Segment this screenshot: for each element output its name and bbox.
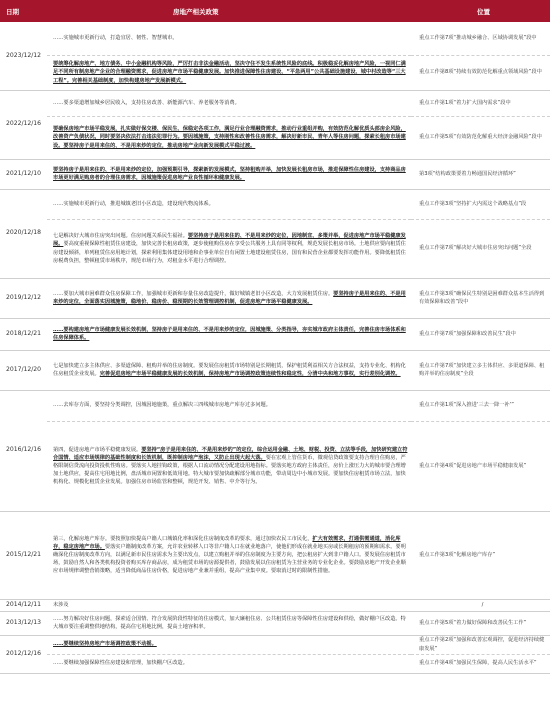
policy-text — [47, 189, 411, 219]
row-date: 2017/12/20 — [0, 350, 47, 390]
row-date: 2015/12/21 — [0, 511, 47, 599]
row-date: 2019/12/12 — [0, 278, 47, 318]
policy-emphasis: 完善促进房地产市场平稳健康发展的长效机制，保持房地产市场调控政策连续性和稳定性，分清中央和地方事权，实行差别化调控。 — [99, 371, 401, 377]
position-text: 重点工作第7项“加强保障和改善民生”段中 — [411, 318, 550, 350]
policy-segment: ……去库存方面，要坚持分类调控，因城因地施策，重点解决三四线城市房地产库存过多问题。 — [53, 402, 271, 409]
header-position: 位置 — [411, 0, 550, 22]
position-text: 重点工作第7项“解决好大城市住房突出问题”全段 — [411, 219, 550, 278]
row-date: 2023/12/12 — [0, 22, 47, 90]
policy-emphasis: 要坚持房子是用来住的、不是用来炒的定位，全面落实因城施策，稳地价、稳房价、稳预期的长效管理调控机制，促进房地产市场平稳健康发展。 — [53, 290, 406, 305]
position-text: 重点工作第4项“加强民生保障，提高人民生活水平” — [411, 654, 550, 673]
policy-text — [47, 278, 411, 318]
policy-text — [47, 116, 411, 159]
policy-segment: 七是解决好大城市住房突出问题。住房问题关系民生福祉。 — [53, 233, 188, 240]
table-row — [0, 611, 550, 635]
policy-text — [47, 599, 411, 611]
table-row — [0, 219, 550, 278]
row-date: 2013/12/13 — [0, 611, 47, 635]
table-row — [0, 278, 550, 318]
policy-text — [47, 611, 411, 635]
policy-emphasis: 要统筹化解房地产、地方债务、中小金融机构等风险，严厉打击非法金融活动，坚决守住不发生系统性风险的底线。积极稳妥化解房地产风险，一视同仁满足不同所有制房地产企业的合理融资需求，促进房地产市场平稳健康发展。加快推进保障性住房建设、“平急两用”公共基础设施建设、城中村改造等“三大工程”。完善相关基础制度，加快构建房地产发展新模式。 — [53, 61, 406, 84]
policy-text — [47, 90, 411, 116]
policy-text — [47, 350, 411, 390]
position-text: 重点工作第7项“推动城乡融合、区域协调发展”段中 — [411, 22, 550, 55]
table-row — [0, 350, 550, 390]
row-date: 2020/12/18 — [0, 189, 47, 278]
position-text: 第3项“结构政策要着力畅通国民经济循环” — [411, 159, 550, 189]
position-text: 重点工作第5项“着力做好保障和改善民生工作” — [411, 611, 550, 635]
table-row — [0, 159, 550, 189]
policy-text — [47, 318, 411, 350]
position-text: 重点工作第5项“有效防范化解重大经济金融风险”段中 — [411, 116, 550, 159]
row-date: 2021/12/10 — [0, 159, 47, 189]
policy-emphasis: 要坚持“房子是用来住的、不是用来炒的”的定位，综合运用金融、土地、财税、投资、立法等手段，加快研究建立符合国情、适应市场规律的基础性制度和长效机制，既抑制房地产泡沫，又防止出现大起大落。 — [53, 446, 408, 461]
table-row — [0, 90, 550, 116]
policy-segment: 要在宏观上管住货币，微观信贷政策要支持合理自住购房，严格限制信贷流向投资投机性购房。要落实人地挂钩政策，根据人口流动情况分配建设用地指标。要落实地方政府主体责任，房价上涨压力大的城市要合理增加土地供应，提高住宅用地比例，盘活城市闲置和低效用地。特大城市要加快疏解部分城市功能，带动周边中小城市发展。要加快住房租赁市场立法，加快机构化、规模化租赁企业发展。加强住房市场监管和整顿，规范开发、销售、中介等行为。 — [53, 454, 406, 486]
position-text: 重点工作第3项“化解房地产库存” — [411, 511, 550, 599]
policy-text — [47, 390, 411, 421]
policy-segment: 未涉及 — [53, 601, 69, 608]
table-row — [0, 390, 550, 421]
policy-segment: 要高度重视保障性租赁住房建设，加快完善长租房政策，逐步使租购住房在享受公共服务上具有同等权利，规范发展长租房市场。土地供应要向租赁住房建设倾斜，单列租赁住房用地计划，探索利用集体建设用地和企事业单位自有闲置土地建设租赁住房，国有和民营企业都要发挥功能作用。要降低租赁住房税费负担，整顿租赁市场秩序，规范市场行为，对租金水平进行合理调控。 — [53, 241, 406, 264]
table-header — [0, 0, 550, 22]
header-date: 日期 — [0, 0, 47, 22]
table-row — [0, 511, 550, 599]
table-row — [0, 116, 550, 159]
position-text: 重点工作第4项“促进房地产市场平稳健康发展” — [411, 421, 550, 511]
position-text: 重点工作第7项“加快建立多主体供应、多渠道保障、租购并举的住房制度”全段 — [411, 350, 550, 390]
header-policy: 房地产相关政策 — [47, 0, 411, 22]
policy-segment: ……要多渠道增加城乡居民收入，支持住房改善、新能源汽车、养老服务等消费。 — [53, 99, 240, 106]
row-date: 2014/12/11 — [0, 599, 47, 611]
policy-segment: 七是加快建立多主体供应、多渠道保障、租购并举的住房制度。要发展住房租赁市场特别是长期租赁，保护租赁利益相关方合法权益，支持专业化、机构化住房租赁企业发展。 — [53, 362, 406, 377]
table-row — [0, 654, 550, 673]
policy-segment: ……要加大城市困难群众住房保障工作，加强城市更新和存量住房改造提升，做好城镇老旧小区改造，大力发展租赁住房。 — [53, 290, 334, 297]
policy-segment: 第四，促进房地产市场平稳健康发展。 — [53, 446, 142, 453]
policy-emphasis: 要坚持房子是用来住的、不是用来炒的定位，加强预期引导，探索新的发展模式，坚持租购并举，加快发展长租房市场，推进保障性住房建设，支持商品房市场更好满足购房者的合理住房需求，因城施策促进房地产业良性循环和健康发展。 — [53, 166, 406, 181]
policy-segment: 第三，化解房地产库存。要按照加快提高户籍人口城镇化率和深化住房制度改革的要求，通过加快农民工市民化， — [53, 535, 313, 542]
policy-emphasis: 要确保房地产市场平稳发展，扎实做好保交楼、保民生、保稳定各项工作，满足行业合理融资需求，推动行业重组并购，有效防范化解优质头部房企风险，改善资产负债状况，同时要坚决依法打击违法犯罪行为。要因城施策，支持刚性和改善性住房需求，解决好新市民、青年人等住房问题，探索长租房市场建设。要坚持房子是用来住的、不是用来炒的定位，推动房地产业向新发展模式平稳过渡。 — [53, 126, 406, 149]
policy-text — [47, 421, 411, 511]
row-date: 2022/12/16 — [0, 90, 47, 159]
policy-emphasis: 要坚持房子是用来住的、不是用来炒的定位，因地制宜、多策并举，促进房地产市场平稳健康发展。 — [53, 233, 406, 248]
position-text: 重点工作第2项“加强和改善宏观调控，促进经济持续健康发展” — [411, 635, 550, 654]
row-date: 2018/12/21 — [0, 318, 47, 350]
policy-text — [47, 635, 411, 654]
policy-segment: ……实施城市更新行动，打造宜居、韧性、智慧城市。 — [53, 35, 178, 42]
policy-emphasis: 扩大有效需求，打通供需通道，消化库存，稳定房地产市场。 — [53, 535, 401, 550]
table-body — [0, 22, 550, 673]
policy-text — [47, 654, 411, 673]
row-date: 2012/12/16 — [0, 635, 47, 673]
policy-emphasis: ……要继续坚持房地产市场调控政策不动摇。 — [53, 641, 157, 648]
policy-text — [47, 219, 411, 278]
policy-segment: 要落实户籍制度改革方案，允许农业转移人口等非户籍人口在就业地落户，使他们形成在就业地买房或长期租房的预期和需求。要明确深化住房制度改革方向，以满足新市民住房需求为主要出发点，以建立购租并举的住房制度为主要方向，把公租房扩大到非户籍人口。要发展住房租赁市场，鼓励自然人和各类机构投资者购买库存商品房，成为租赁市场的房源提供者，鼓励发展以住房租赁为主营业务的专业化企业。要鼓励房地产开发企业顺应市场规律调整营销策略，适当降低商品住房价格，促进房地产业兼并重组，提高产业集中度。要取消过时的限制性措施。 — [53, 543, 406, 575]
position-text: 重点工作第3项“坚持扩大内需这个战略基点”段 — [411, 189, 550, 219]
table-row — [0, 55, 550, 90]
policy-text — [47, 22, 411, 55]
position-text: 重点工作第1项“深入推进‘三去一降一补’” — [411, 390, 550, 421]
policy-segment: ……努力解决好住房问题，探索适合国情、符合发展阶段性特征的住房模式，加大廉租住房、公共租赁住房等保障性住房建设和供给，做好棚户区改造。特大城市要注重调整供地结构，提高住宅用地比例，提高土地容积率。 — [53, 615, 406, 630]
policy-emphasis: ……要构建房地产市场健康发展长效机制，坚持房子是用来住的、不是用来炒的定位，因城施策、分类指导，夯实城市政府主体责任，完善住房市场体系和住房保障体系。 — [53, 326, 406, 341]
policy-segment: ……实施城市更新行动，推进城镇老旧小区改造，建设现代物流体系。 — [53, 200, 214, 207]
position-text: 重点工作第1项“着力扩大国内需求”段中 — [411, 90, 550, 116]
table-row — [0, 599, 550, 611]
table-row — [0, 421, 550, 511]
policy-text — [47, 55, 411, 90]
policy-segment: ……要继续加强保障性住房建设和管理，加快棚户区改造。 — [53, 660, 188, 667]
table-row — [0, 189, 550, 219]
position-text: / — [411, 599, 550, 611]
table-row — [0, 22, 550, 55]
table-row — [0, 318, 550, 350]
policy-text — [47, 159, 411, 189]
position-text: 重点工作第3项“确保民生特别是困难群众基本生活得到有效保障和改善”段中 — [411, 278, 550, 318]
row-date: 2016/12/16 — [0, 390, 47, 511]
position-text: 重点工作第8项“持续有效防范化解重点领域风险”段中 — [411, 55, 550, 90]
table-row — [0, 635, 550, 654]
policy-text — [47, 511, 411, 599]
